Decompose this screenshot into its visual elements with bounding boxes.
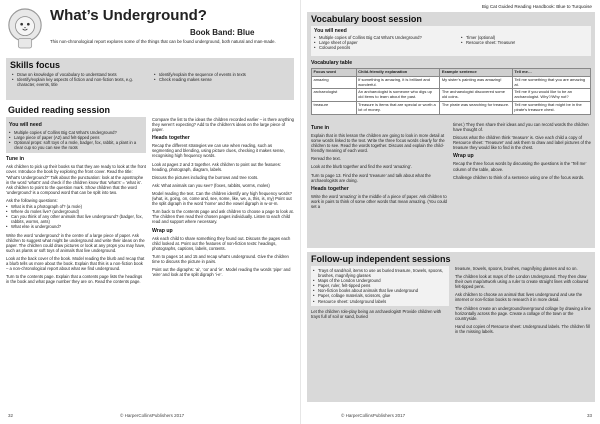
vocab-cell: Treasure is items that are special or worth a lot of money. [356,101,440,114]
body-paragraph: Recap the three focus words by discussing the questions in the ‘Tell me’ column of the table, above. [453,161,587,172]
vocab-panel [307,12,595,248]
followup-col-2 [455,266,591,337]
body-paragraph: Look at pages 2 and 3 together. Ask children to point out the features: heading, photograph, diagram, labels. [152,161,281,172]
body-paragraph: Ask each child to share something they found out. Discuss the pages each child looked at. Point out the features of non-fiction texts: headings, photographs, captions, labels, contents. [152,235,291,251]
vocab-wrap-up-heading: Wrap up [453,153,474,160]
copyright-right: © HarperCollinsPublishers 2017 [341,413,406,418]
table-row [312,76,591,89]
question-list [6,204,146,229]
skill-item: • Check reading makes sense [154,77,284,82]
body-paragraph: Point out the digraphs: ‘ai’, ‘oo’ and ‘ie’. Model reading the words ‘pipe’ and ‘wire’ and look at the split digraph ‘i-e’. [152,266,291,278]
vocab-heading: Vocabulary boost session [311,14,422,24]
followup-panel [307,252,595,402]
skills-left-list [12,72,142,87]
table-row [312,89,591,102]
vocab-cell: My sister’s painting was amazing! [440,76,513,89]
question-item: • Can you think of any other animals that live underground? (badger, fox, rabbits, worms, ants) [6,214,146,224]
body-paragraph: Explain that in this lesson the children are going to look in more detail at some words linked to the text. Write the three focus words clearly for the children to see. Read the words together. Discuss and explain the child-friendly meaning of each word. [311,133,445,154]
body-paragraph: Discuss what the children think ‘treasure’ is. Give each child a copy of Resource sheet: ‘Treasure!’ and ask them to draw and label pictures of the treasure they would like to find in the chest. [453,135,591,151]
followup-heading: Follow-up independent sessions [311,254,451,264]
need-item: • Multiple copies of Collins Big Cat What’s Underground? [9,130,143,135]
vocab-need-box [311,26,591,56]
body-paragraph: Ask children to choose an animal that lives underground and use the internet or non-fiction books to research it in more detail. [455,292,583,303]
you-will-need-box [6,117,146,153]
guided-col-2 [152,117,294,280]
skills-focus-panel [6,58,294,100]
body-paragraph: Reread the text. [311,156,341,162]
vocab-col-2 [453,122,591,183]
vocab-cell: Tell me if you would like to be an archaeologist. Why?/Why not? [512,89,590,102]
page-number-left: 32 [8,413,14,418]
skill-item: • Identify/explain the sequence of events in texts [154,72,284,77]
skill-item: • Identify/explain key aspects of fiction and non-fiction texts, e.g. character, events, title [12,77,142,87]
vocab-need-right [461,35,586,45]
guided-col-1 [6,117,146,287]
guided-reading-heading: Guided reading session [8,105,111,115]
vocab-cell: treasure [312,101,357,114]
vocab-cell: An archaeologist is someone who digs up old items to learn about the past. [356,89,440,102]
skills-focus-heading: Skills focus [10,60,61,70]
copyright-left: © HarperCollinsPublishers 2017 [120,413,185,418]
followup-item: • Non-fiction books about animals that live underground [313,288,447,293]
body-paragraph: timer.) They then share their ideas and you can record words the children have thought of. [453,122,589,133]
you-will-need-list [9,130,143,150]
vocab-col-header: Tell me… [512,69,590,77]
vocab-cell: If something is amazing, it is brilliant and wonderful. [356,76,440,89]
question-item: • Where do moles live? (underground) [6,209,146,214]
vocab-cell: Tell me something that you are amazing at. [512,76,590,89]
tune-in-heading: Tune in [6,156,25,163]
intro-text: This non-chronological report explores some of the things that can be found underground, both natural and man-made. [50,39,276,44]
page-number-right: 33 [586,413,592,418]
body-paragraph: Turn back to the contents page and ask children to choose a page to look at. The children then read their chosen pages individually. Listen to each child read and support where necessary. [152,209,294,225]
body-paragraph: Turn to the contents page. Explain that a contents page lists the headings in the book and what page number they are on. Read the contents page. [6,274,143,285]
vocab-cell: Tell me something that might be in the pirate’s treasure chest. [512,101,590,114]
vocab-need-heading: You will need [314,28,347,34]
body-paragraph: treasure, trowels, spoons, brushes, magnifying glasses and so on. [455,266,578,271]
vocab-col-1 [311,122,447,212]
body-paragraph: Let the children role-play being an archaeologist! Provide children with trays full of soil or sand, buried [311,308,442,319]
body-paragraph: Hand out copies of Resource sheet: Underground labels. The children fill in the missing labels. [455,323,590,334]
body-paragraph: Turn to page 13. Find the word ‘treasure’ and talk about what the archaeologists are doing. [311,172,431,183]
vocab-table [311,68,591,115]
heads-together-heading: Heads together [152,135,190,142]
need-item: • Large piece of paper (A2) and felt-tipped pens [9,135,143,140]
need-item: • Large sheet of paper [314,40,444,45]
body-paragraph: The children create an underground/overground collage by drawing a line horizontally across the page. Create a collage of the town or the countryside. [455,305,591,321]
body-paragraph: Ask: What animals can you see? (foxes, rabbits, worms, moles) [152,182,270,188]
page-title: What’s Underground? [50,7,207,24]
body-paragraph: The children look at maps of the London Underground. They then draw their own map/artwork using a ruler to create straight lines with coloured felt-tipped pens. [455,274,589,290]
body-paragraph: Compare the list to the ideas the children recorded earlier – is there anything they weren’t expecting? Add to the children’s ideas on the large piece of paper. [152,117,294,133]
body-paragraph: Ask children to pick up their books so that they are ready to look at the front cover. Introduce the book by exploring the front cover. Read the title: “What’s Underground?” Talk about the punctuation: look at the apostrophe in the word ‘what’s’ and check if the children know that ‘what’s’ = ‘what is’. Ask children to point to the question mark. Show children that the word ‘underground’ is a compound word that can be split into two. [6,164,146,195]
vocab-cell: The pirate was searching for treasure. [440,101,513,114]
vocab-cell: archaeologist [312,89,357,102]
body-paragraph: Write the word ‘underground’ in the centre of a large piece of paper. Ask children to suggest what might be underground and write their ideas on the paper. The children could draw pictures or look at any props you may have, such as plants or soft toys of animals that live underground. [6,232,146,253]
right-page [300,0,600,424]
vocab-tune-in-heading: Tune in [311,125,330,131]
vocab-col-header: Example sentence [440,69,513,77]
vocab-col-header: Focus word [312,69,357,77]
followup-col-1 [311,266,449,322]
vocab-table-heading: Vocabulary table [311,60,353,66]
lion-logo-icon [6,6,44,50]
body-paragraph: Look at the back cover of the book. Model reading the blurb and recap that a blurb tells us more about the book. Explain that this is a non-fiction book – a non-chronological report about what we find underground. [6,255,145,272]
body-paragraph: Ask the following questions: [6,197,58,203]
skills-right-list [154,72,284,82]
body-paragraph: Discuss the pictures including the burrows and tree roots. [152,174,259,180]
followup-list [311,266,449,306]
body-paragraph: Recap the different strategies we can use when reading, such as segmenting and blending, using picture clues, checking it makes sense, recognising high frequency words. [152,143,285,159]
followup-item: • Paper, ruler, felt-tipped pens [313,283,447,288]
body-paragraph: Challenge children to think of a sentence using one of the focus words. [453,174,585,180]
vocab-need-left [314,35,444,50]
body-paragraph: Look at the blurb together and find the word ‘amazing’. [311,164,413,170]
followup-item: • Resource sheet: Underground labels [313,299,447,304]
vocab-heads-together-heading: Heads together [311,185,349,192]
you-will-need-heading: You will need [9,122,42,128]
need-item: • Resource sheet: Treasure! [461,40,586,45]
followup-item: • Paper, collage materials, scissors, glue [313,293,447,298]
wrap-up-heading: Wrap up [152,227,173,234]
body-paragraph: Model reading the text. Can the children identify any high frequency words? (what, is, going, on, come and, see, some, like, we, a, this, is, my) Point out the split digraph in the word ‘home’ and the vowel digraph in w-or-m. [152,190,292,207]
vocab-col-header: Child-friendly explanation [356,69,440,77]
need-item: • Coloured pencils [314,45,444,50]
vocab-cell: amazing [312,76,357,89]
body-paragraph: Turn to pages 14 and 15 and recap what’s underground. Give the children time to discuss the picture in pairs. [152,253,289,264]
running-head: Big Cat Guided Reading Handbook: Blue to Turquoise [481,4,592,9]
question-item: • What is this a photograph of? (a mole) [6,204,146,209]
book-band-label: Book Band: Blue [190,28,255,37]
skill-item: • Draw on knowledge of vocabulary to understand texts [12,72,142,77]
question-item: • What else is underground? [6,224,146,229]
vocab-cell: The archaeologist discovered some old coins. [440,89,513,102]
need-item: • Optional props: soft toys of a mole, badger, fox, rabbit, a plant in a clear cup so you can see the roots [9,140,143,150]
body-paragraph: Write the word ‘amazing’ in the middle of a piece of paper. Ask children to work in pairs to think of some other words that mean amazing. (You could set a [311,193,448,209]
need-item: • Multiple copies of Collins Big Cat What’s Underground? [314,35,444,40]
table-row [312,101,591,114]
need-item: • Timer (optional) [461,35,586,40]
followup-item: • Trays of sand/soil, items to use as buried treasure, trowels, spoons, brushes, magnifying glasses [313,268,447,278]
followup-item: • Maps of the London Underground [313,278,447,283]
